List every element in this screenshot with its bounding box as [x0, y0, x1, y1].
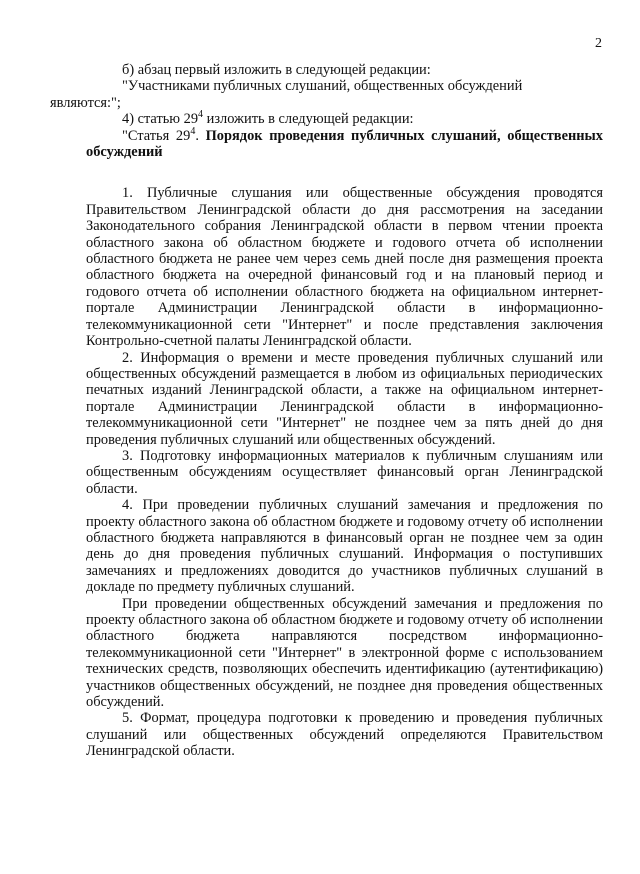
amendment-item-4: [86, 111, 603, 127]
article-dot: .: [195, 127, 199, 144]
paragraph-4: 4. При проведении публичных слушаний замечания и предложения по проекту областного закона об областном бюджете и годовому отчету об исполнении областного бюджета направляются в финансовый орган не позднее чем за один день до дня проведения публичных слушаний. Информация о поступивших замечаниях и предложениях доводится до участников публичных слушаний в докладе по предмету публичных слушаний.: [86, 497, 603, 596]
amendment-item-4-prefix: 4) статью 29: [122, 111, 199, 128]
amendment-item-b-quote-line1: "Участниками публичных слушаний, общественных обсуждений: [122, 78, 523, 95]
paragraph-2: 2. Информация о времени и месте проведения публичных слушаний или общественных обсуждений размещается в любом из официальных периодических печатных изданий Ленинградской области, а также на официальном интернет-портале Администрации Ленинградской области в информационно-телекоммуникационной сети "Интернет" не позднее чем за пять дней до дня проведения публичных слушаний или общественных обсуждений.: [86, 349, 603, 448]
amendment-item-b-quote-line2: являются:";: [50, 94, 121, 111]
article-title: [86, 125, 603, 161]
amendment-item-4-sup: 4: [198, 109, 204, 121]
amendment-item-4-suffix: изложить в следующей редакции:: [203, 111, 414, 128]
paragraph-4-continuation: При проведении общественных обсуждений замечания и предложения по проекту областного закона об областном бюджете и годовому отчету об исполнении областного бюджета направляются посредством информационно-телекоммуникационной сети "Интернет" в электронной форме с использованием технических средств, позволяющих обеспечить идентификацию (аутентификацию) участников общественных обсуждений, не позднее дня проведения общественных обсуждений.: [86, 595, 603, 711]
paragraph-3: 3. Подготовку информационных материалов к публичным слушаниям или общественным обсуждениям осуществляет финансовый орган Ленинградской области.: [86, 447, 603, 497]
paragraph-1: 1. Публичные слушания или общественные обсуждения проводятся Правительством Ленинградской области до дня рассмотрения на заседании Законодательного собрания Ленинградской области в первом чтении проекта областного закона об областном бюджете и годового отчета об исполнении областного бюджета не ранее чем через семь дней после дня размещения проекта областного бюджета на очередной финансовый год и на плановый период и годового отчета об исполнении областного бюджета на официальном интернет-портале Администрации Ленинградской области в информационно-телекоммуникационной сети "Интернет" и после представления заключения Контрольно-счетной палаты Ленинградской области.: [86, 185, 603, 350]
paragraph-5: 5. Формат, процедура подготовки к проведению и проведения публичных слушаний или общественных обсуждений определяются Правительством Ленинградской области.: [86, 710, 603, 760]
article-prefix: "Статья 29: [122, 127, 191, 144]
spacer: [86, 160, 603, 185]
amendment-item-b: б) абзац первый изложить в следующей редакции:: [122, 62, 431, 78]
article-sup: 4: [190, 125, 196, 137]
document-body: [50, 62, 603, 760]
amendment-item-b-quote: [50, 78, 603, 111]
page-number: 2: [595, 36, 602, 51]
article-title-bold: Порядок проведения публичных слушаний, общественных обсуждений: [86, 127, 603, 161]
